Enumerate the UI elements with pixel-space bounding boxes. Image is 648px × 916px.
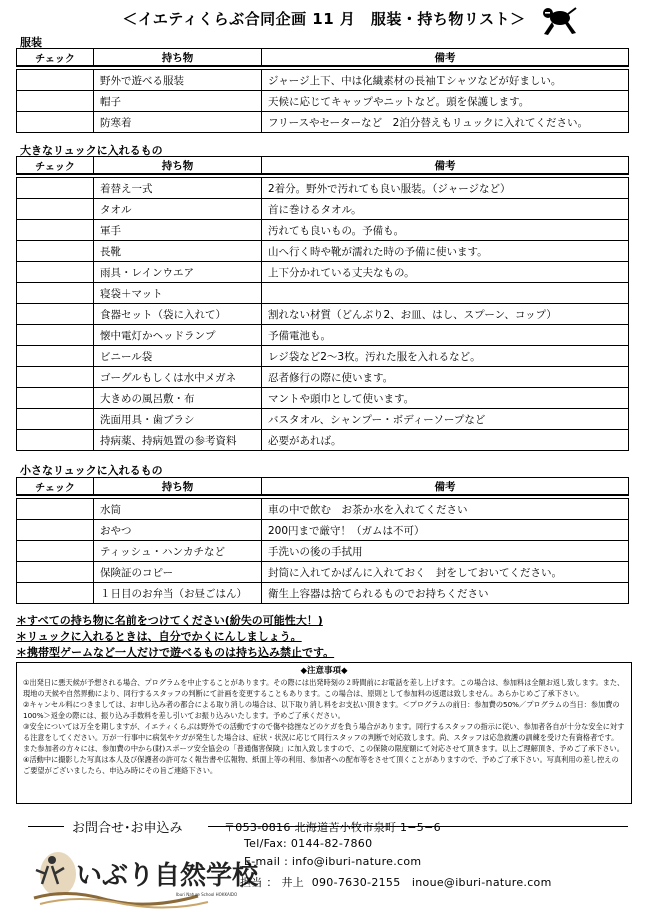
note-cell: 汚れても良いもの。予備も。 — [262, 220, 629, 241]
checkbox-cell[interactable] — [17, 325, 94, 346]
item-cell: 帽子 — [94, 91, 262, 112]
note-cell — [262, 283, 629, 304]
note-cell: 首に巻けるタオル。 — [262, 199, 629, 220]
table-row — [17, 325, 629, 346]
table-row — [17, 70, 629, 91]
checkbox-cell[interactable] — [17, 304, 94, 325]
item-cell: 食器セット（袋に入れて） — [94, 304, 262, 325]
address-line — [224, 819, 441, 835]
table-row — [17, 499, 629, 520]
item-cell: 長靴 — [94, 241, 262, 262]
person-phone: 090-7630-2155 — [311, 876, 401, 889]
checkbox-cell[interactable] — [17, 241, 94, 262]
checkbox-cell[interactable] — [17, 388, 94, 409]
item-cell: 水筒 — [94, 499, 262, 520]
checkbox-cell[interactable] — [17, 541, 94, 562]
checkbox-cell[interactable] — [17, 262, 94, 283]
table-row — [17, 112, 629, 133]
table-row — [17, 346, 629, 367]
table-row — [17, 304, 629, 325]
item-cell: おやつ — [94, 520, 262, 541]
large-backpack-table — [16, 156, 629, 451]
checkbox-cell[interactable] — [17, 520, 94, 541]
table-row — [17, 367, 629, 388]
tel-fax: Tel/Fax: 0144-82-7860 — [244, 837, 373, 850]
checkbox-cell[interactable] — [17, 178, 94, 199]
item-header: 持ち物 — [94, 49, 262, 67]
section-label-small-backpack: 小さなリュックに入れるもの — [20, 464, 163, 477]
svg-text:いぶり自然学校: いぶり自然学校 — [76, 861, 259, 891]
note-cell: レジ袋など2〜3枚。汚れた服を入れるなど。 — [262, 346, 629, 367]
note-header: 備考 — [262, 478, 629, 496]
check-header: チェック — [17, 49, 94, 67]
table-row — [17, 430, 629, 451]
table-row — [17, 562, 629, 583]
note-cell: 山へ行く時や靴が濡れた時の予備に使います。 — [262, 241, 629, 262]
ninja-icon — [538, 4, 578, 38]
item-cell: 保険証のコピー — [94, 562, 262, 583]
clothing-table — [16, 48, 629, 133]
table-row — [17, 409, 629, 430]
item-cell: ビニール袋 — [94, 346, 262, 367]
table-row — [17, 220, 629, 241]
table-row — [17, 388, 629, 409]
page-title: ＜イエティくらぶ合同企画 11 月 服装・持ち物リスト＞ — [122, 10, 526, 28]
table-row — [17, 91, 629, 112]
item-header: 持ち物 — [94, 478, 262, 496]
item-cell: 着替え一式 — [94, 178, 262, 199]
bold-note-check: ＊リュックに入れるときは、自分でかくにんしましょう。 — [16, 630, 302, 643]
notice-title: ◆注意事項◆ — [300, 666, 348, 676]
checkbox-cell[interactable] — [17, 562, 94, 583]
note-cell: 忍者修行の際に使います。 — [262, 367, 629, 388]
note-cell: 衛生上容器は捨てられるものでお持ちください — [262, 583, 629, 604]
table-row — [17, 541, 629, 562]
notice-item: ②キャンセル料につきましては、お申し込み者の都合による取り消しの場合は、以下取り消し料をお支払い頂きます。＜プログラムの前日：参加費の50%／プログラムの当日：参加費の100%＞返金の際には、振り込み手数料を差し引いてお振り込みいたします。予めご了承ください。 — [23, 700, 620, 720]
table-row — [17, 283, 629, 304]
check-header: チェック — [17, 157, 94, 175]
item-cell: １日目のお弁当（お昼ごはん） — [94, 583, 262, 604]
person-email-link[interactable]: inoue@iburi-nature.com — [411, 876, 552, 889]
notice-item: ③安全については万全を期しますが、イエティくらぶは野外での活動ですので傷や捻挫などのケガを負う場合があります。同行するスタッフの指示に従い、参加者各自が十分な安全に対する注意をしてください。万が一行事中に病気やケガが発生した場合は、症状・状況に応じて同行スタッフの判断で対応致します。尚、スタッフは応急救護の訓練を受けた有資格者です。また参加者の方々には、参加費の中から(財)スポーツ安全協会の「普通傷害保険」に加入致しますので、この保険の限度額にて対応させて頂きます。以上ご理解頂き、予めご了承下さい。 — [23, 722, 625, 753]
item-cell: 洗面用具・歯ブラシ — [94, 409, 262, 430]
note-header: 備考 — [262, 49, 629, 67]
note-cell: フリースやセーターなど 2泊分替えもリュックに入れてください。 — [262, 112, 629, 133]
note-cell: 上下分かれている丈夫なもの。 — [262, 262, 629, 283]
email-link[interactable]: info@iburi-nature.com — [291, 855, 422, 868]
note-cell: ジャージ上下、中は化繊素材の長袖Ｔシャツなどが好ましい。 — [262, 70, 629, 91]
section-label-large-backpack: 大きなリュックに入れるもの — [20, 144, 163, 157]
checkbox-cell[interactable] — [17, 112, 94, 133]
item-cell: タオル — [94, 199, 262, 220]
checkbox-cell[interactable] — [17, 499, 94, 520]
person-label: 担当 ： 井上 — [240, 876, 305, 889]
email-line — [244, 855, 421, 868]
note-cell: 手洗いの後の手拭用 — [262, 541, 629, 562]
email-label: E-mail : — [244, 855, 289, 868]
notice-item: ①出発日に悪天候が予想される場合、プログラムを中止することがあります。その際には出発時刻の２時間前にお電話を差し上げます。この場合は、参加料は全額お返し致します。また、現地の天候や自然界動により、同行するスタッフの判断にて計画を変更することもあります。この場合は、原則として参加料の返還は致しません。あらかじめご了承下さい。 — [23, 678, 625, 698]
address: 北海道苫小牧市泉町 1−5−6 — [294, 821, 441, 834]
checkbox-cell[interactable] — [17, 283, 94, 304]
checkbox-cell[interactable] — [17, 70, 94, 91]
note-cell: 天候に応じてキャップやニットなど。頭を保護します。 — [262, 91, 629, 112]
item-cell: 寝袋＋マット — [94, 283, 262, 304]
checkbox-cell[interactable] — [17, 583, 94, 604]
checkbox-cell[interactable] — [17, 91, 94, 112]
bold-note-games: ＊携帯型ゲームなど一人だけで遊べるものは持ち込み禁止です。 — [16, 646, 335, 659]
note-cell: バスタオル、シャンプー・ボディーソープなど — [262, 409, 629, 430]
table-row — [17, 241, 629, 262]
note-cell: 封筒に入れてかばんに入れておく 封をしておいてください。 — [262, 562, 629, 583]
checkbox-cell[interactable] — [17, 367, 94, 388]
table-row — [17, 178, 629, 199]
table-row — [17, 583, 629, 604]
item-cell: 軍手 — [94, 220, 262, 241]
item-cell: ティッシュ・ハンカチなど — [94, 541, 262, 562]
svg-text:Iburi Nature School HOKKAIDO: Iburi Nature School HOKKAIDO — [176, 892, 238, 897]
table-row — [17, 262, 629, 283]
notice-item: ④活動中に撮影した写真は本人及び保護者の許可なく報告書や広報物、紙面上等の利用、参加者への配布等をさせて頂くことがありますので、予めご了承下さい。写真利用の差し控えのご要望がございましたら、申込み時にその旨ご連絡下さい。 — [23, 755, 619, 775]
bold-note-names: ＊すべての持ち物に名前をつけてください(紛失の可能性大！) — [16, 614, 323, 627]
note-cell: 200円まで厳守！（ガムは不可） — [262, 520, 629, 541]
item-header: 持ち物 — [94, 157, 262, 175]
note-cell: 2着分。野外で汚れても良い服装。（ジャージなど） — [262, 178, 629, 199]
note-header: 備考 — [262, 157, 629, 175]
person-line — [240, 874, 552, 890]
notice-box — [16, 662, 632, 804]
item-cell: 防寒着 — [94, 112, 262, 133]
note-cell: 予備電池も。 — [262, 325, 629, 346]
checkbox-cell[interactable] — [17, 346, 94, 367]
postal-code: 〒053-0816 — [224, 821, 291, 834]
item-cell: ゴーグルもしくは水中メガネ — [94, 367, 262, 388]
contact-heading: お問合せ･お申込み — [28, 816, 628, 836]
item-cell: 持病薬、持病処置の参考資料 — [94, 430, 262, 451]
table-row — [17, 520, 629, 541]
checkbox-cell[interactable] — [17, 430, 94, 451]
iburi-nature-school-logo — [28, 844, 259, 910]
checkbox-cell[interactable] — [17, 199, 94, 220]
note-cell: マントや頭巾として使います。 — [262, 388, 629, 409]
note-cell: 車の中で飲む お茶か水を入れてください — [262, 499, 629, 520]
checkbox-cell[interactable] — [17, 409, 94, 430]
note-cell: 割れない材質（どんぶり2、お皿、はし、スプーン、コップ） — [262, 304, 629, 325]
note-cell: 必要があれば。 — [262, 430, 629, 451]
section-label-clothing: 服装 — [20, 36, 42, 49]
item-cell: 雨具・レインウエア — [94, 262, 262, 283]
check-header: チェック — [17, 478, 94, 496]
checkbox-cell[interactable] — [17, 220, 94, 241]
item-cell: 懐中電灯かヘッドランプ — [94, 325, 262, 346]
item-cell: 大きめの風呂敷・布 — [94, 388, 262, 409]
item-cell: 野外で遊べる服装 — [94, 70, 262, 91]
small-backpack-table — [16, 477, 629, 604]
table-row — [17, 199, 629, 220]
